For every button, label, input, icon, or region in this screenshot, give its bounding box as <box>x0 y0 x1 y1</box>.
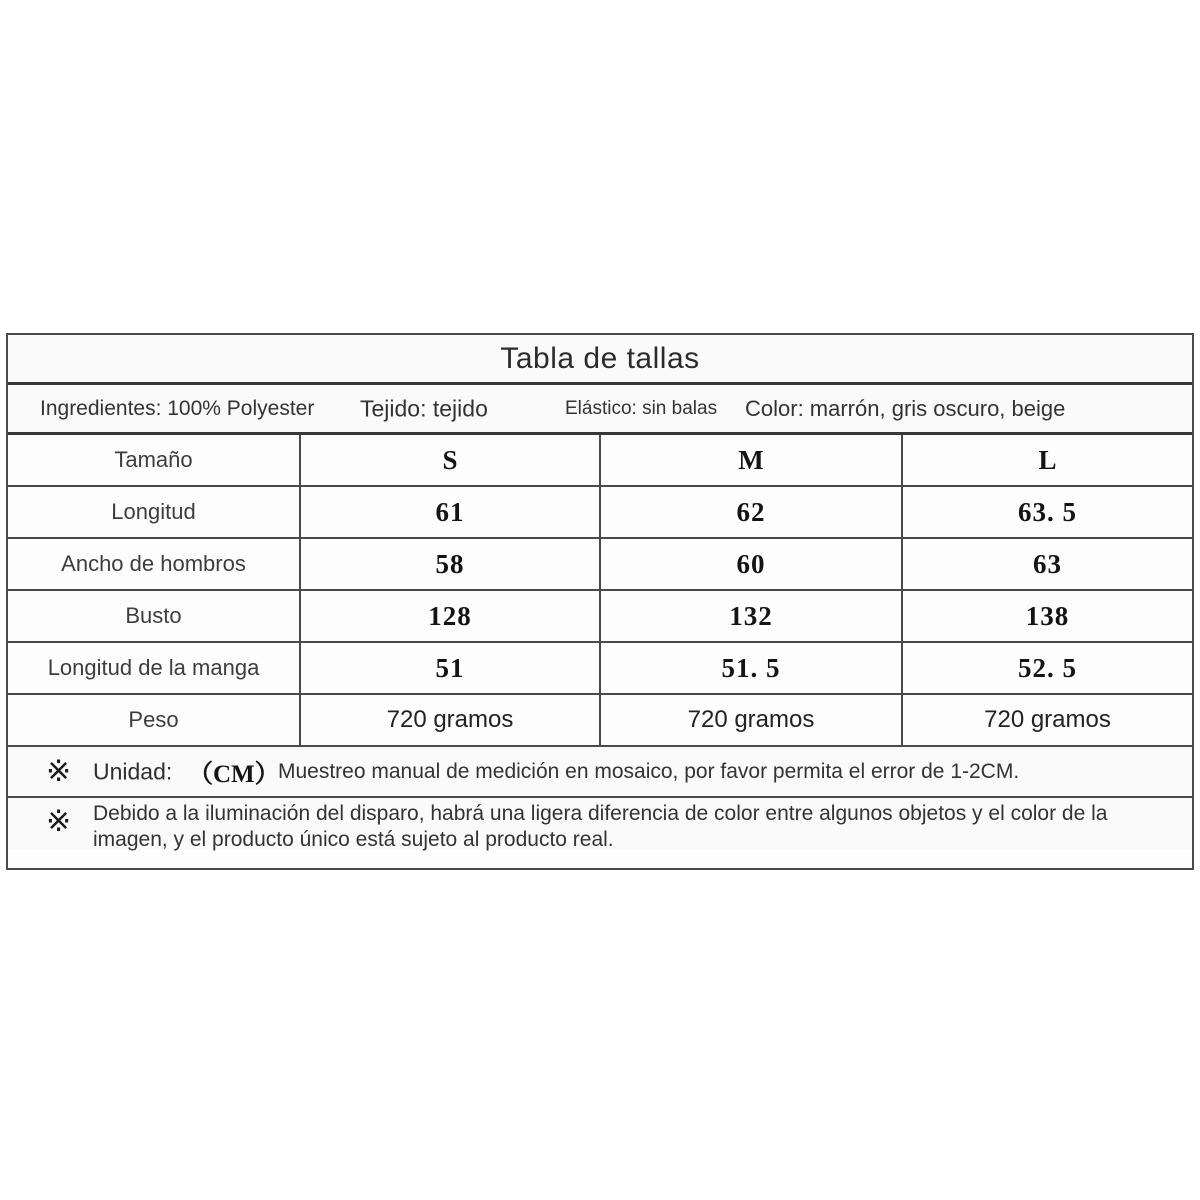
table-row-longitud <box>8 487 1192 539</box>
color-disclaimer-row <box>8 798 1192 849</box>
unit-value: （CM） <box>188 760 280 788</box>
row-value: 58 <box>299 539 599 589</box>
reference-mark-icon: ※ <box>46 754 72 788</box>
row-value: 52. 5 <box>901 643 1192 693</box>
unit-note-row <box>8 747 1192 798</box>
fabric-text: Tejido: tejido <box>360 395 488 421</box>
table-row-ancho-de-hombros <box>8 539 1192 591</box>
color-disclaimer-text: Debido a la iluminación del disparo, habrá una ligera diferencia de color entre algunos objetos y el color de la imagen, y el producto único está sujeto al producto real. <box>93 802 1108 851</box>
size-chart-table <box>6 333 1194 870</box>
row-value: 720 gramos <box>599 695 901 745</box>
ingredients-text: Ingredientes: 100% Polyester <box>40 396 315 420</box>
row-value: 51. 5 <box>599 643 901 693</box>
row-value: 720 gramos <box>901 695 1192 745</box>
color-text: Color: marrón, gris oscuro, beige <box>745 395 1066 421</box>
row-value: 132 <box>599 591 901 641</box>
size-header-row <box>8 435 1192 487</box>
product-info-row <box>8 385 1192 435</box>
row-value: 62 <box>599 487 901 537</box>
header-label: Tamaño <box>114 447 193 472</box>
measurement-note: Muestreo manual de medición en mosaico, por favor permita el error de 1-2CM. <box>278 759 1020 783</box>
row-label: Longitud de la manga <box>47 655 260 680</box>
table-title-row <box>8 335 1192 385</box>
row-value: 63 <box>901 539 1192 589</box>
size-s: S <box>299 435 599 485</box>
table-title: Tabla de tallas <box>500 341 700 375</box>
row-value: 51 <box>299 643 599 693</box>
row-value: 138 <box>901 591 1192 641</box>
size-l: L <box>901 435 1192 485</box>
table-row-busto <box>8 591 1192 643</box>
row-label: Peso <box>128 707 179 732</box>
table-row-peso <box>8 695 1192 747</box>
row-label: Longitud <box>111 499 196 524</box>
unit-label: Unidad: <box>93 758 173 784</box>
row-value: 128 <box>299 591 599 641</box>
row-label: Busto <box>125 603 182 628</box>
reference-mark-icon: ※ <box>46 805 72 838</box>
row-value: 63. 5 <box>901 487 1192 537</box>
row-label: Ancho de hombros <box>61 551 246 576</box>
row-value: 60 <box>599 539 901 589</box>
row-value: 720 gramos <box>299 695 599 745</box>
size-m: M <box>599 435 901 485</box>
elastic-text: Elástico: sin balas <box>565 397 718 419</box>
table-row-longitud-de-la-manga <box>8 643 1192 695</box>
row-value: 61 <box>299 487 599 537</box>
